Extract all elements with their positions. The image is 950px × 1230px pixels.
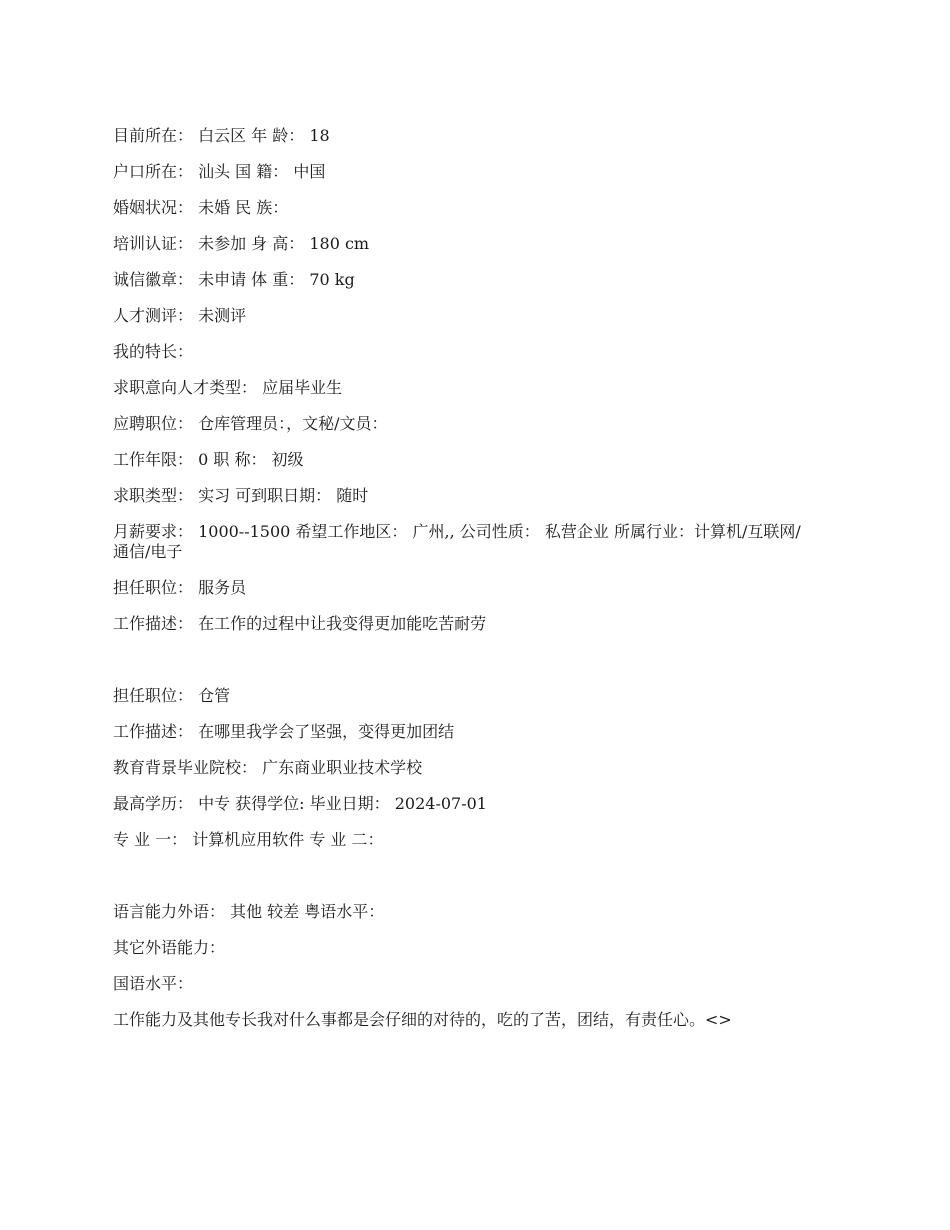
major-line: 专 业 一： 计算机应用软件 专 业 二： — [113, 830, 384, 849]
education-school-line: 教育背景毕业院校： 广东商业职业技术学校 — [113, 758, 423, 777]
salary-line: 月薪要求： 1000--1500 希望工作地区： 广州,, 公司性质： 私营企业 所属行业：计算机/互联网/通信/电子 — [113, 522, 801, 561]
job-description-line-2: 工作描述： 在哪里我学会了坚强，变得更加团结 — [113, 722, 455, 741]
talent-type-line: 求职意向人才类型： 应届毕业生 — [113, 378, 343, 397]
training-height-line: 培训认证： 未参加 身 高： 180 cm — [113, 234, 370, 253]
section-gap — [113, 866, 813, 902]
job-description-line-1: 工作描述： 在工作的过程中让我变得更加能吃苦耐劳 — [113, 614, 487, 633]
abilities-line: 工作能力及其他专长我对什么事都是会仔细的对待的，吃的了苦，团结，有责任心。<> — [113, 1010, 732, 1029]
resume-document — [113, 126, 813, 1046]
mandarin-line: 国语水平： — [113, 974, 194, 993]
position-held-line-1: 担任职位： 服务员 — [113, 578, 247, 597]
specialty-line: 我的特长： — [113, 342, 194, 361]
applied-position-line: 应聘职位： 仓库管理员：，文秘/文员： — [113, 414, 388, 433]
badge-weight-line: 诚信徽章： 未申请 体 重： 70 kg — [113, 270, 355, 289]
marital-status-line: 婚姻状况： 未婚 民 族： — [113, 198, 289, 217]
work-years-line: 工作年限： 0 职 称： 初级 — [113, 450, 304, 469]
assessment-line: 人才测评： 未测评 — [113, 306, 247, 325]
other-language-line: 其它外语能力： — [113, 938, 226, 957]
current-location-line: 目前所在： 白云区 年 龄： 18 — [113, 126, 330, 145]
position-held-line-2: 担任职位： 仓管 — [113, 686, 231, 705]
job-type-line: 求职类型： 实习 可到职日期： 随时 — [113, 486, 369, 505]
language-line: 语言能力外语： 其他 较差 粤语水平： — [113, 902, 385, 921]
section-gap — [113, 650, 813, 686]
hukou-line: 户口所在： 汕头 国 籍： 中国 — [113, 162, 326, 181]
highest-degree-line: 最高学历： 中专 获得学位: 毕业日期： 2024-07-01 — [113, 794, 487, 813]
